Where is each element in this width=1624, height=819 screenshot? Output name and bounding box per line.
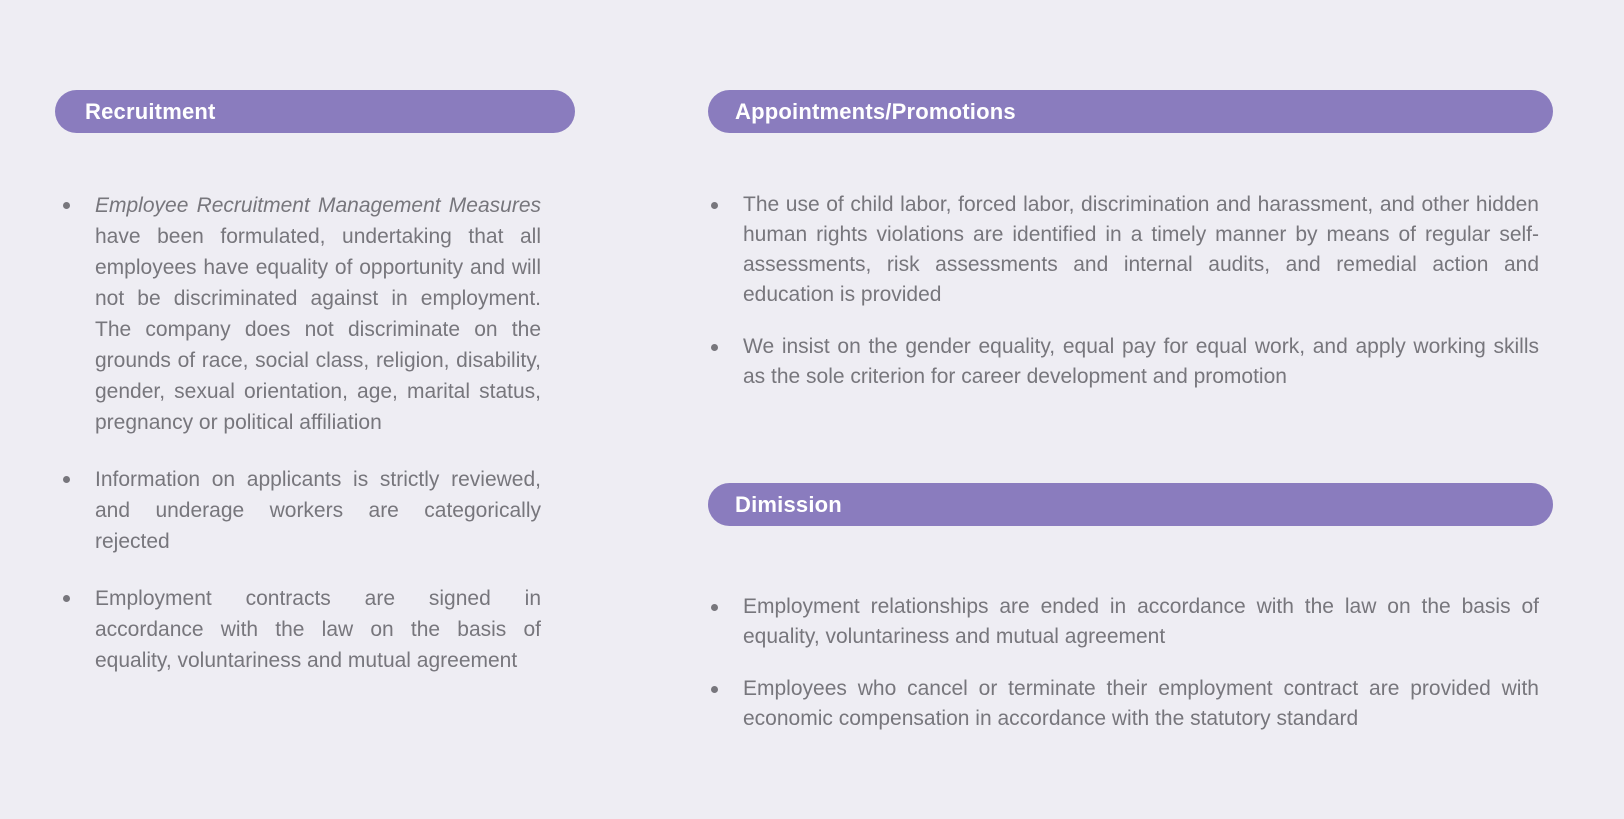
right-column (708, 90, 1553, 756)
list-item (55, 190, 575, 438)
list-item (708, 190, 1553, 310)
bullet-italic-lead: Employee Recruitment Management Measures (95, 194, 541, 217)
dimission-bullet-list (708, 592, 1553, 734)
bullet-text: We insist on the gender equality, equal pay for equal work, and apply working skills as the sole criterion for career development and promotion (743, 335, 1539, 388)
section-header-dimission-label: Dimission (735, 491, 842, 517)
bullet-text: Employment relationships are ended in accordance with the law on the basis of equality, voluntariness and mutual agreement (743, 595, 1539, 648)
appointments-bullet-list (708, 190, 1553, 392)
section-header-recruitment-label: Recruitment (85, 98, 216, 124)
section-header-recruitment (55, 90, 575, 133)
list-item (55, 464, 575, 557)
list-item (708, 592, 1553, 652)
list-item (708, 674, 1553, 734)
bullet-text: have been formulated, undertaking that all employees have equality of opportunity and will not be discriminated against in employment. The company does not discriminate on the grounds of race, social class, religion, disability, gender, sexual orientation, age, marital status, pregnancy or political affiliation (95, 225, 541, 434)
bullet-text: The use of child labor, forced labor, discrimination and harassment, and other hidden human rights violations are identified in a timely manner by means of regular self-assessments, risk assessments and internal audits, and remedial action and education is provided (743, 193, 1539, 306)
list-item (55, 583, 575, 676)
bullet-text: Information on applicants is strictly reviewed, and underage workers are categorically rejected (95, 468, 541, 553)
section-header-appointments-promotions-label: Appointments/Promotions (735, 98, 1016, 124)
recruitment-section (55, 90, 575, 702)
recruitment-bullet-list (55, 190, 575, 676)
section-header-appointments-promotions (708, 90, 1553, 133)
list-item (708, 332, 1553, 392)
section-header-dimission (708, 483, 1553, 526)
bullet-text: Employment contracts are signed in accordance with the law on the basis of equality, voluntariness and mutual agreement (95, 587, 541, 672)
bullet-text: Employees who cancel or terminate their employment contract are provided with economic compensation in accordance with the statutory standard (743, 677, 1539, 730)
